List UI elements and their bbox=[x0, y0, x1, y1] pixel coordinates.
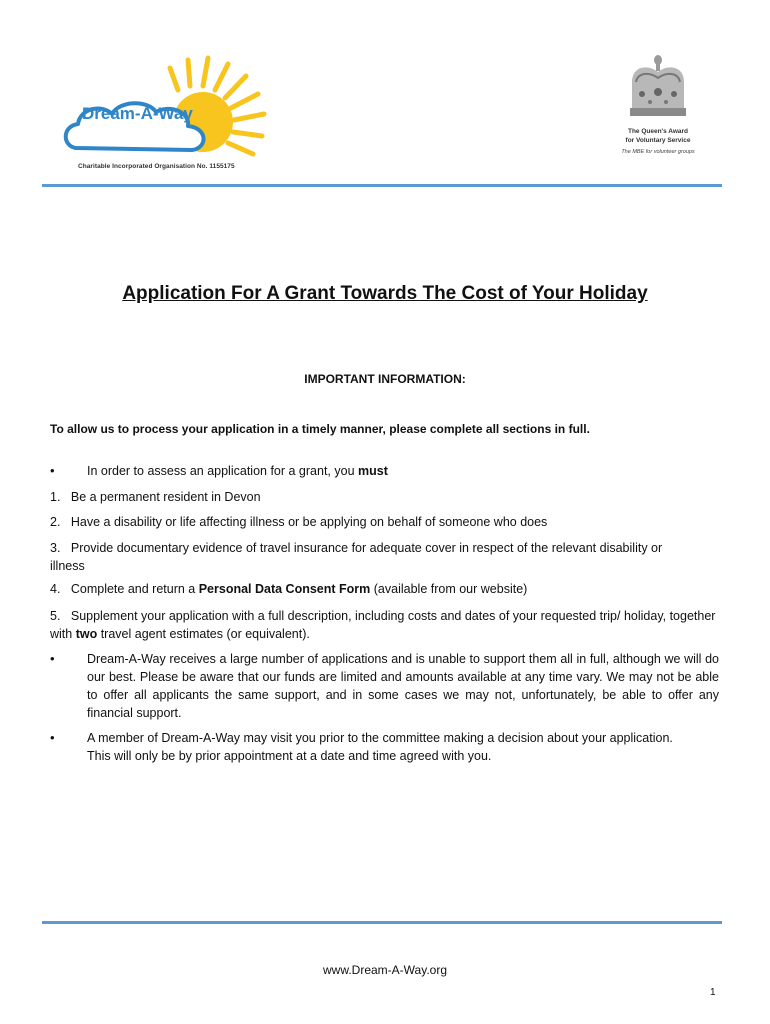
item-number: 1. bbox=[50, 490, 61, 504]
item-number: 4. bbox=[50, 582, 61, 596]
numbered-item-2 bbox=[50, 513, 547, 531]
award-title bbox=[618, 127, 698, 145]
item-number: 2. bbox=[50, 515, 61, 529]
item-text-post: travel agent estimates (or equivalent). bbox=[97, 627, 310, 641]
item-text-bold: Personal Data Consent Form bbox=[198, 582, 371, 596]
bullet-item-visit bbox=[50, 729, 55, 747]
numbered-item-5 bbox=[50, 607, 720, 643]
numbered-item-4 bbox=[50, 580, 527, 598]
numbered-item-3 bbox=[50, 539, 690, 575]
award-line-1: The Queen's Award bbox=[627, 128, 689, 135]
item-text: Provide documentary evidence of travel insurance for adequate cover in respect of the relevant disability or illness bbox=[50, 541, 663, 573]
assess-text-bold: must bbox=[358, 464, 388, 478]
footer-divider bbox=[42, 921, 722, 924]
item-text-pre: Supplement your application with a full description, including costs and dates of your requested trip/ holiday, together with bbox=[50, 609, 716, 641]
header-divider bbox=[42, 184, 722, 187]
assess-text-plain: In order to assess an application for a grant, you bbox=[87, 464, 358, 478]
bullet-marker: • bbox=[50, 730, 55, 745]
item-text-pre: Complete and return a bbox=[70, 582, 199, 596]
dream-a-way-logo bbox=[58, 50, 273, 175]
numbered-item-1 bbox=[50, 488, 261, 506]
bullet-item-assess bbox=[50, 462, 55, 480]
item-text-post: (available from our website) bbox=[370, 582, 528, 596]
important-heading: IMPORTANT INFORMATION: bbox=[304, 372, 466, 386]
item-number: 3. bbox=[50, 541, 61, 555]
bullet-item-funds bbox=[50, 650, 55, 668]
bullet-marker: • bbox=[50, 651, 55, 666]
award-line-2: for Voluntary Service bbox=[625, 137, 691, 144]
bullet-marker: • bbox=[50, 463, 55, 478]
award-subtitle: The MBE for volunteer groups bbox=[621, 149, 695, 155]
visit-text: A member of Dream-A-Way may visit you prior to the committee making a decision about your application. This will only be by prior appointment at a date and time agreed with you. bbox=[87, 731, 673, 763]
logo-text: Dream-A-Way bbox=[82, 104, 193, 123]
charity-number: Charitable Incorporated Organisation No. 1155175 bbox=[78, 163, 235, 170]
funds-text: Dream-A-Way receives a large number of applications and is unable to support them all in full, although we will do our best. Please be aware that our funds are limited and amounts available at any time vary. We may not be able to offer all applicants the same support, and in some cases we may not, unfortunately, be able to offer any financial support. bbox=[87, 652, 719, 720]
footer-url[interactable]: www.Dream-A-Way.org bbox=[322, 963, 447, 977]
page-title: Application For A Grant Towards The Cost of Your Holiday bbox=[122, 283, 648, 304]
item-text: Have a disability or life affecting illness or be applying on behalf of someone who does bbox=[70, 515, 548, 529]
item-text-bold: two bbox=[75, 627, 98, 641]
intro-text: To allow us to process your application in a timely manner, please complete all sections in full. bbox=[50, 422, 590, 436]
item-text: Be a permanent resident in Devon bbox=[70, 490, 261, 504]
page-number: 1 bbox=[710, 987, 716, 998]
assess-text bbox=[87, 462, 388, 480]
item-number: 5. bbox=[50, 609, 61, 623]
